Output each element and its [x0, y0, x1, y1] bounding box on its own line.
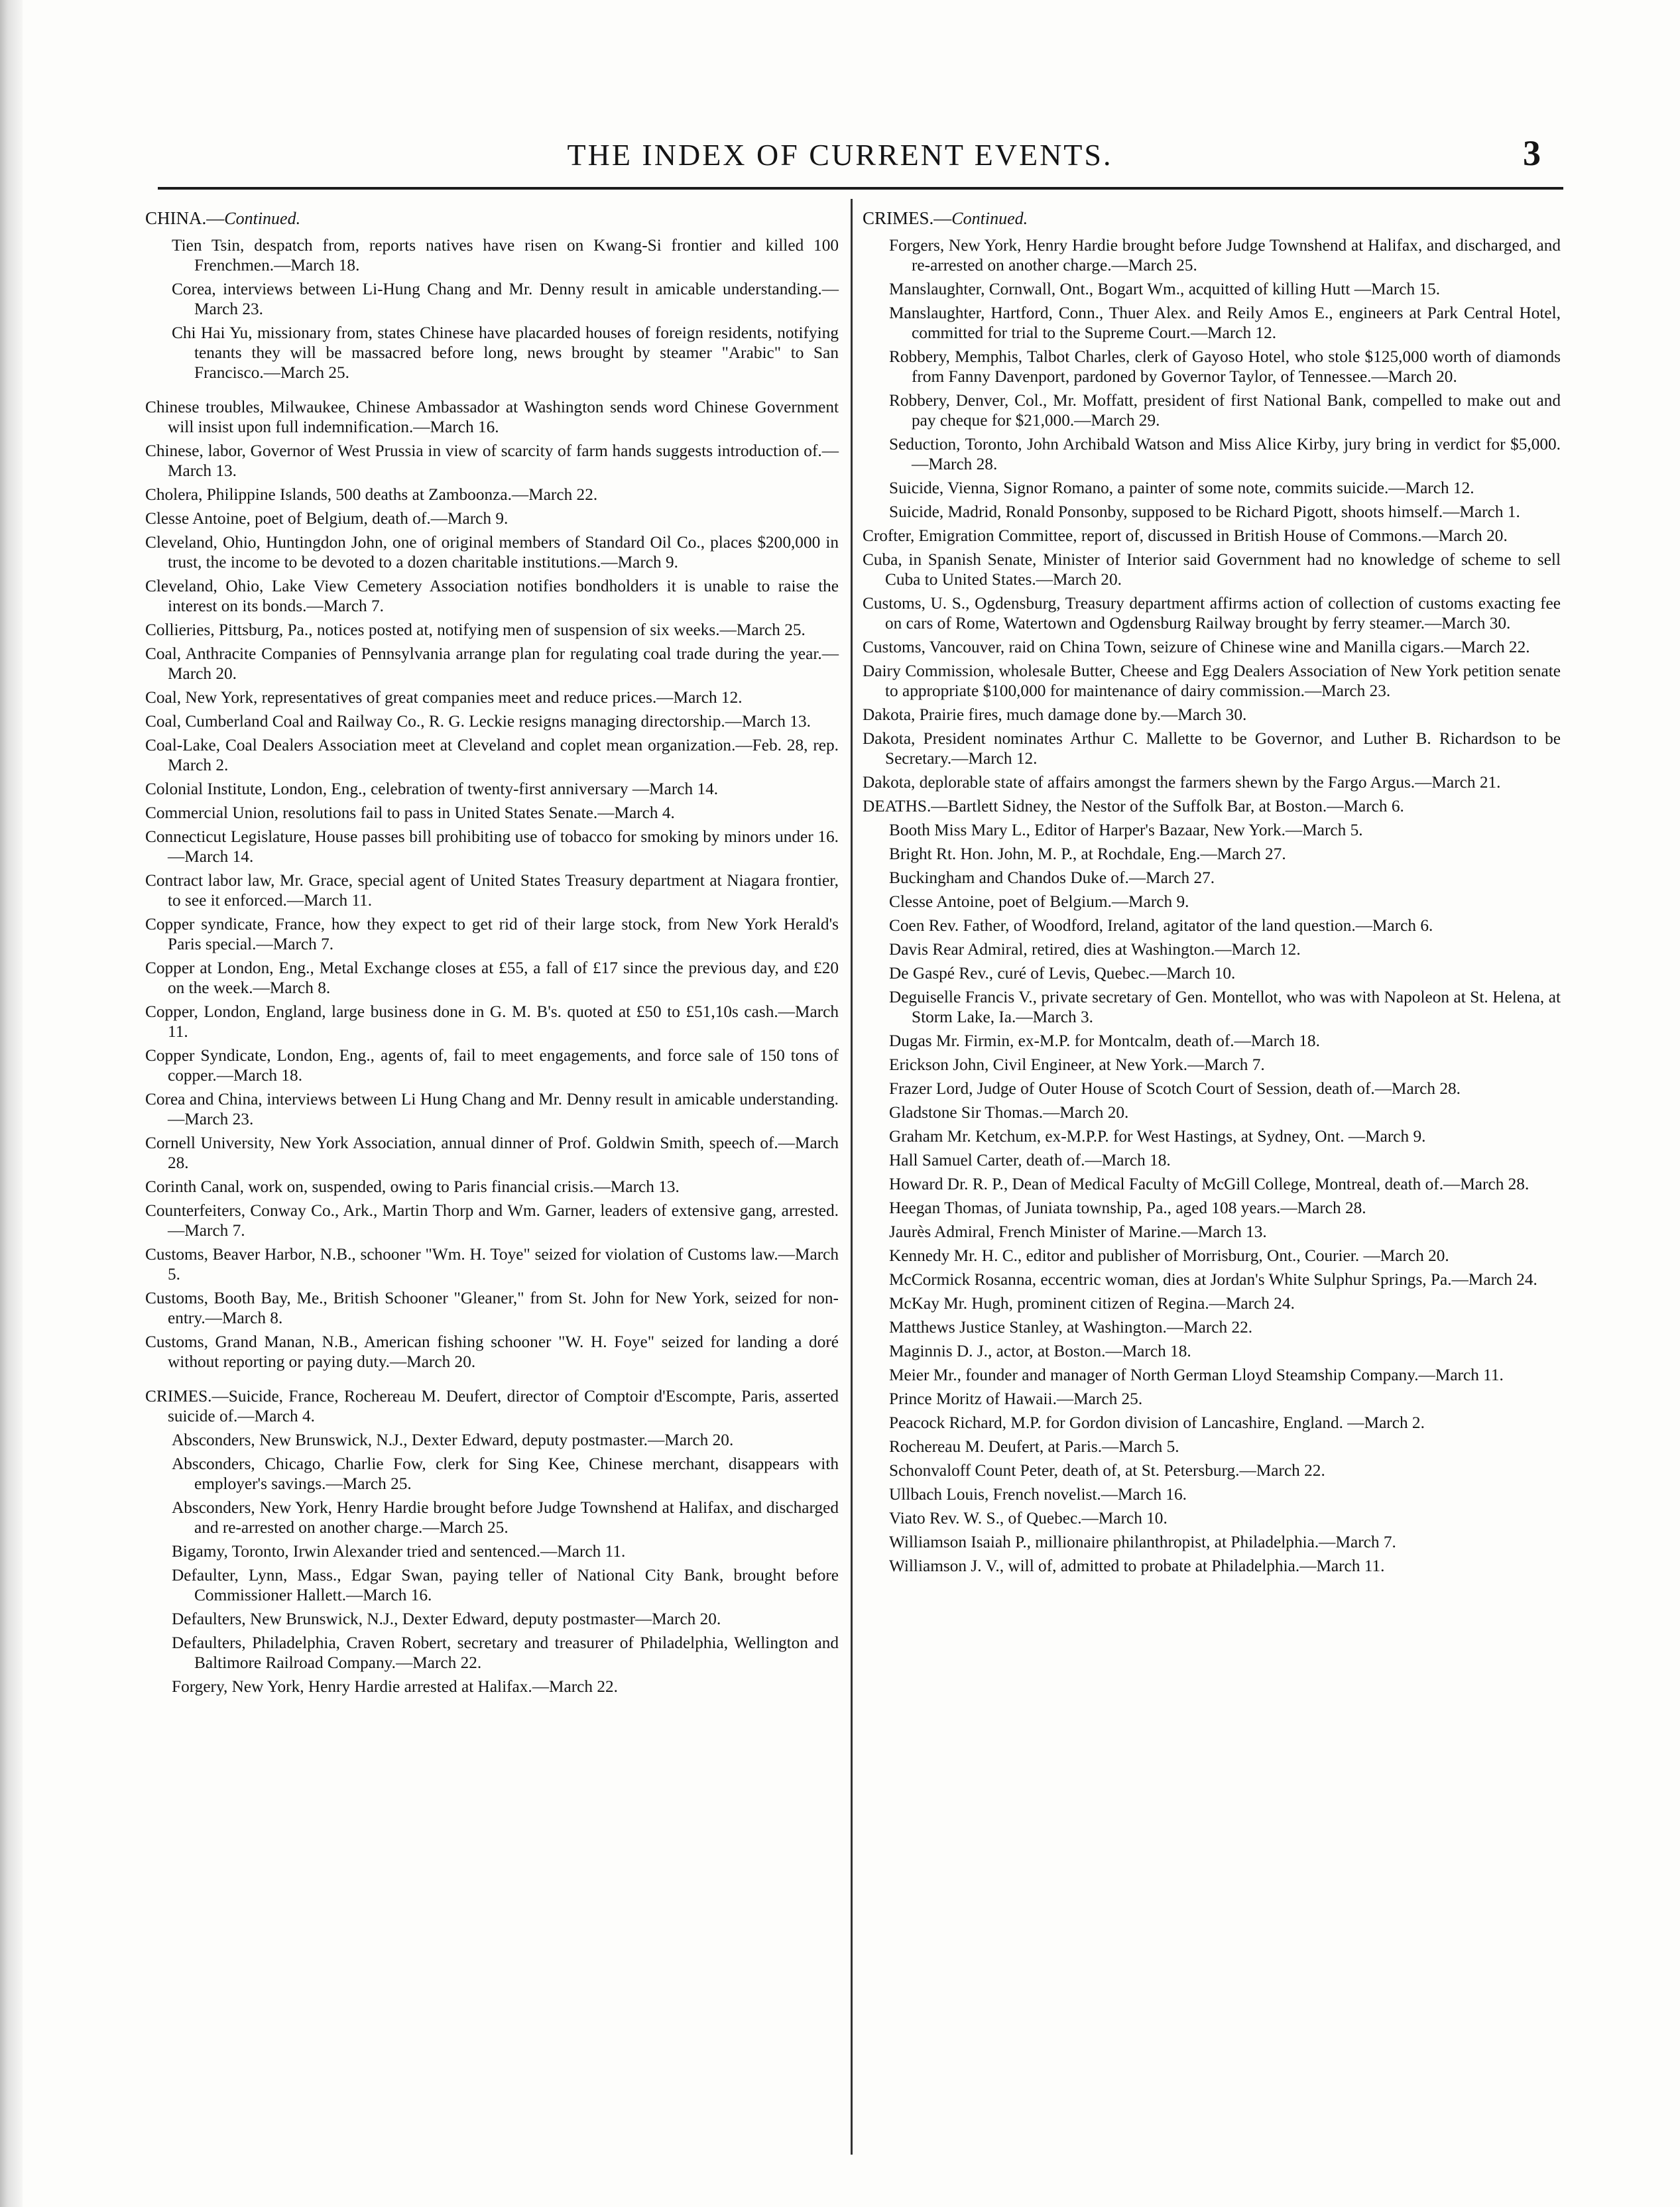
index-entry: Viato Rev. W. S., of Quebec.—March 10. [889, 1509, 1168, 1527]
index-entry: Corea and China, interviews between Li Hung Chang and Mr. Denny result in amicable understanding.—March 23. [145, 1090, 839, 1128]
index-entry: Dugas Mr. Firmin, ex-M.P. for Montcalm, death of.—March 18. [889, 1032, 1320, 1050]
index-entry: Williamson J. V., will of, admitted to probate at Philadelphia.—March 11. [889, 1557, 1385, 1575]
section-heading-crimes [863, 208, 1561, 229]
index-entry: Clesse Antoine, poet of Belgium, death of.—March 9. [145, 509, 509, 528]
index-entry: Coal-Lake, Coal Dealers Association meet at Cleveland and coplet mean organization.—Feb. 28, rep. March 2. [145, 736, 839, 774]
index-entry: Defaulters, New Brunswick, N.J., Dexter Edward, deputy postmaster—March 20. [172, 1610, 721, 1628]
spacer [145, 387, 839, 397]
index-entry: Maginnis D. J., actor, at Boston.—March 18. [889, 1342, 1191, 1360]
index-entry: McKay Mr. Hugh, prominent citizen of Regina.—March 24. [889, 1294, 1295, 1313]
index-entry: Frazer Lord, Judge of Outer House of Scotch Court of Session, death of.—March 28. [889, 1079, 1461, 1098]
index-entry: Buckingham and Chandos Duke of.—March 27. [889, 868, 1215, 887]
index-entry: Bright Rt. Hon. John, M. P., at Rochdale, Eng.—March 27. [889, 845, 1286, 863]
index-entry: Jaurès Admiral, French Minister of Marine.—March 13. [889, 1223, 1267, 1241]
index-entry: Tien Tsin, despatch from, reports natives have risen on Kwang-Si frontier and killed 100 Frenchmen.—March 18. [172, 236, 839, 274]
index-entry: Absconders, New York, Henry Hardie brought before Judge Townshend at Halifax, and discharged and re-arrested on another charge.—March 25. [172, 1498, 839, 1537]
index-entry: Collieries, Pittsburg, Pa., notices posted at, notifying men of suspension of six weeks.—March 25. [145, 621, 806, 639]
index-entry: Forgery, New York, Henry Hardie arrested at Halifax.—March 22. [172, 1677, 618, 1696]
index-entry: Chinese, labor, Governor of West Prussia in view of scarcity of farm hands suggests introduction of.—March 13. [145, 442, 839, 480]
index-entry: Contract labor law, Mr. Grace, special agent of United States Treasury department at Niagara frontier, to see it enforced.—March 11. [145, 871, 839, 910]
index-entry: Counterfeiters, Conway Co., Ark., Martin Thorp and Wm. Garner, leaders of extensive gang, arrested.—March 7. [145, 1201, 839, 1240]
index-entries [863, 526, 1561, 792]
index-entry: Defaulter, Lynn, Mass., Edgar Swan, paying teller of National City Bank, brought before Commissioner Hallett.—March 16. [172, 1566, 839, 1604]
index-entry: Coal, Anthracite Companies of Pennsylvania arrange plan for regulating coal trade during the year.—March 20. [145, 644, 839, 683]
index-entry: Heegan Thomas, of Juniata township, Pa., aged 108 years.—March 28. [889, 1199, 1366, 1217]
index-entry: Colonial Institute, London, Eng., celebration of twenty-first anniversary —March 14. [145, 780, 719, 798]
crimes-heading-entry: CRIMES.—Suicide, France, Rochereau M. Deufert, director of Comptoir d'Escompte, Paris, asserted suicide of.—March 4. [145, 1387, 839, 1425]
index-entry: Coal, Cumberland Coal and Railway Co., R. G. Leckie resigns managing directorship.—March 13. [145, 712, 811, 731]
index-entry: Dakota, deplorable state of affairs amongst the farmers shewn by the Fargo Argus.—March 21. [863, 773, 1501, 792]
deaths-subentries [863, 820, 1561, 1576]
index-entry: Defaulters, Philadelphia, Craven Robert, secretary and treasurer of Philadelphia, Wellington and Baltimore Railroad Company.—March 22. [172, 1634, 839, 1672]
index-entry: Manslaughter, Cornwall, Ont., Bogart Wm., acquitted of killing Hutt —March 15. [889, 280, 1441, 298]
index-entry: Cleveland, Ohio, Huntingdon John, one of original members of Standard Oil Co., places $200,000 in trust, the income to be devoted to a dozen charitable institutions.—March 9. [145, 533, 839, 571]
index-entry: Deguiselle Francis V., private secretary of Gen. Montellot, who was with Napoleon at St. Helena, at Storm Lake, Ia.—March 3. [889, 988, 1561, 1026]
index-entry: Forgers, New York, Henry Hardie brought before Judge Townshend at Halifax, and discharged, and re-arrested on another charge.—March 25. [889, 236, 1561, 274]
right-column [863, 208, 1561, 1580]
spacer [145, 1376, 839, 1386]
index-entry: Cleveland, Ohio, Lake View Cemetery Association notifies bondholders it is unable to raise the interest on its bonds.—March 7. [145, 577, 839, 615]
index-entry: Erickson John, Civil Engineer, at New York.—March 7. [889, 1055, 1265, 1074]
index-entry: Customs, Vancouver, raid on China Town, seizure of Chinese wine and Manilla cigars.—March 22. [863, 638, 1530, 656]
index-entry: Gladstone Sir Thomas.—March 20. [889, 1103, 1129, 1122]
index-entry: McCormick Rosanna, eccentric woman, dies at Jordan's White Sulphur Springs, Pa.—March 24. [889, 1270, 1537, 1289]
left-column [145, 208, 839, 1700]
index-entry: Chi Hai Yu, missionary from, states Chinese have placarded houses of foreign residents, notifying tenants they will be massacred before long, news brought by steamer "Arabic" to San Francisco.—March 25. [172, 324, 839, 382]
index-entry: Copper at London, Eng., Metal Exchange closes at £55, a fall of £17 since the previous day, and £20 on the week.—March 8. [145, 959, 839, 997]
index-entry: Manslaughter, Hartford, Conn., Thuer Alex. and Reily Amos E., engineers at Park Central Hotel, committed for trial to the Supreme Court.—March 12. [889, 304, 1561, 342]
index-entry: Matthews Justice Stanley, at Washington.—March 22. [889, 1318, 1253, 1337]
index-entry: Copper, London, England, large business done in G. M. B's. quoted at £50 to £51,10s cash.—March 11. [145, 1002, 839, 1041]
index-entry: Peacock Richard, M.P. for Gordon division of Lancashire, England. —March 2. [889, 1413, 1425, 1432]
deaths-heading-entry: DEATHS.—Bartlett Sidney, the Nestor of the Suffolk Bar, at Boston.—March 6. [863, 797, 1404, 815]
index-entry: Booth Miss Mary L., Editor of Harper's Bazaar, New York.—March 5. [889, 821, 1363, 839]
index-entry: Meier Mr., founder and manager of North German Lloyd Steamship Company.—March 11. [889, 1366, 1504, 1384]
crimes-subentries [145, 1430, 839, 1697]
index-entry: Connecticut Legislature, House passes bill prohibiting use of tobacco for smoking by minors under 16.—March 14. [145, 827, 839, 866]
header-rule [158, 187, 1563, 190]
index-entry: Absconders, Chicago, Charlie Fow, clerk for Sing Kee, Chinese merchant, disappears with employer's savings.—March 25. [172, 1455, 839, 1493]
index-entry: Prince Moritz of Hawaii.—March 25. [889, 1390, 1143, 1408]
index-entry: Kennedy Mr. H. C., editor and publisher of Morrisburg, Ont., Courier. —March 20. [889, 1246, 1449, 1265]
index-entry: Cuba, in Spanish Senate, Minister of Interior said Government had no knowledge of scheme to sell Cuba to United States.—March 20. [863, 550, 1561, 589]
index-entry: Customs, Booth Bay, Me., British Schooner "Gleaner," from St. John for New York, seized for non-entry.—March 8. [145, 1289, 839, 1327]
index-entry: Seduction, Toronto, John Archibald Watson and Miss Alice Kirby, jury bring in verdict for $5,000.—March 28. [889, 435, 1561, 473]
index-entry: Corea, interviews between Li-Hung Chang and Mr. Denny result in amicable understanding.—March 23. [172, 280, 839, 318]
index-entry: Schonvaloff Count Peter, death of, at St. Petersburg.—March 22. [889, 1461, 1325, 1480]
index-entry: Corinth Canal, work on, suspended, owing to Paris financial crisis.—March 13. [145, 1177, 680, 1196]
index-entry: Commercial Union, resolutions fail to pass in United States Senate.—March 4. [145, 804, 675, 822]
index-entry: Howard Dr. R. P., Dean of Medical Faculty of McGill College, Montreal, death of.—March 28. [889, 1175, 1530, 1193]
index-entry: Coal, New York, representatives of great companies meet and reduce prices.—March 12. [145, 688, 743, 707]
page-edge-shadow [0, 0, 23, 2207]
index-entry: Cornell University, New York Association, annual dinner of Prof. Goldwin Smith, speech of.—March 28. [145, 1134, 839, 1172]
index-entry: Crofter, Emigration Committee, report of, discussed in British House of Commons.—March 20. [863, 526, 1508, 545]
index-entry: Robbery, Denver, Col., Mr. Moffatt, president of first National Bank, compelled to make out and pay cheque for $21,000.—March 29. [889, 391, 1561, 430]
index-entry: Rochereau M. Deufert, at Paris.—March 5. [889, 1437, 1179, 1456]
index-entry: Williamson Isaiah P., millionaire philanthropist, at Philadelphia.—March 7. [889, 1533, 1396, 1551]
index-entry: Absconders, New Brunswick, N.J., Dexter Edward, deputy postmaster.—March 20. [172, 1431, 734, 1449]
china-subentries [145, 235, 839, 383]
index-entry: Dakota, President nominates Arthur C. Mallette to be Governor, and Luther B. Richardson to be Secretary.—March 12. [863, 729, 1561, 768]
index-entry: Clesse Antoine, poet of Belgium.—March 9. [889, 892, 1189, 911]
crimes-subentries [863, 235, 1561, 522]
column-divider [851, 199, 853, 2155]
page-number: 3 [1523, 133, 1541, 173]
index-entry: Copper Syndicate, London, Eng., agents of, fail to meet engagements, and force sale of 150 tons of copper.—March 18. [145, 1046, 839, 1085]
index-entry: Cholera, Philippine Islands, 500 deaths at Zamboonza.—March 22. [145, 485, 598, 504]
index-entry: Suicide, Madrid, Ronald Ponsonby, supposed to be Richard Pigott, shoots himself.—March 1. [889, 503, 1520, 521]
index-entry: Dakota, Prairie fires, much damage done by.—March 30. [863, 705, 1247, 724]
heading-continued: Continued. [224, 209, 301, 228]
index-entry: Coen Rev. Father, of Woodford, Ireland, agitator of the land question.—March 6. [889, 916, 1433, 935]
index-entry: Robbery, Memphis, Talbot Charles, clerk of Gayoso Hotel, who stole $125,000 worth of diamonds from Fanny Davenport, pardoned by Governor Taylor, of Tennessee.—March 20. [889, 347, 1561, 386]
heading-text: CRIMES.— [863, 208, 952, 228]
index-entry: Customs, Grand Manan, N.B., American fishing schooner "W. H. Foye" seized for landing a doré without reporting or paying duty.—March 20. [145, 1333, 839, 1371]
index-entry: Customs, Beaver Harbor, N.B., schooner "Wm. H. Toye" seized for violation of Customs law.—March 5. [145, 1245, 839, 1283]
index-entries [145, 397, 839, 1372]
index-entry: Graham Mr. Ketchum, ex-M.P.P. for West Hastings, at Sydney, Ont. —March 9. [889, 1127, 1426, 1146]
index-entry: Customs, U. S., Ogdensburg, Treasury department affirms action of collection of customs exacting fee on cars of Rome, Watertown and Ogdensburg Railway brought by ferry steamer.—March 30. [863, 594, 1561, 632]
page-title: THE INDEX OF CURRENT EVENTS. [567, 138, 1113, 172]
heading-text: CHINA.— [145, 208, 225, 228]
index-entry: Dairy Commission, wholesale Butter, Cheese and Egg Dealers Association of New York petition senate to appropriate $100,000 for maintenance of dairy commission.—March 23. [863, 662, 1561, 700]
index-entry: Chinese troubles, Milwaukee, Chinese Ambassador at Washington sends word Chinese Government will insist upon full indemnification.—March 16. [145, 398, 839, 436]
section-heading-china [145, 208, 839, 229]
index-entry: Davis Rear Admiral, retired, dies at Washington.—March 12. [889, 940, 1301, 959]
index-entry: Copper syndicate, France, how they expect to get rid of their large stock, from New York Herald's Paris special.—March 7. [145, 915, 839, 953]
index-entry: Bigamy, Toronto, Irwin Alexander tried and sentenced.—March 11. [172, 1542, 626, 1561]
index-entry: Suicide, Vienna, Signor Romano, a painter of some note, commits suicide.—March 12. [889, 479, 1474, 497]
index-entry: Hall Samuel Carter, death of.—March 18. [889, 1151, 1171, 1169]
index-entry: Ullbach Louis, French novelist.—March 16. [889, 1485, 1187, 1504]
heading-continued: Continued. [951, 209, 1028, 228]
index-entry: De Gaspé Rev., curé of Levis, Quebec.—March 10. [889, 964, 1236, 983]
